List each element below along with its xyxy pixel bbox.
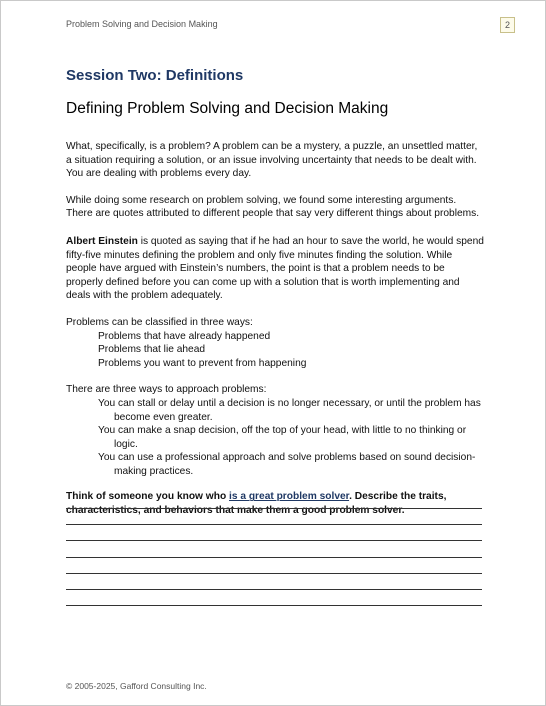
list-item: You can use a professional approach and solve problems based on sound decision-making practices. (98, 452, 476, 477)
answer-line[interactable] (66, 508, 482, 509)
paragraph-einstein (66, 235, 484, 303)
page-number-badge: 2 (500, 17, 515, 33)
einstein-name: Albert Einstein (66, 235, 138, 247)
list-item: You can make a snap decision, off the top of your head, with little to no thinking or logic. (98, 425, 467, 450)
prompt-highlight: is a great problem solver (229, 491, 350, 503)
answer-line[interactable] (66, 540, 482, 541)
running-header: Problem Solving and Decision Making (66, 19, 218, 29)
list-item: Problems you want to prevent from happening (98, 357, 307, 369)
list-item: You can stall or delay until a decision is no longer necessary, or until the problem has become even greater. (98, 397, 481, 423)
list-item: Problems that lie ahead (98, 344, 206, 356)
prompt-rest: . Describe the traits, characteristics, and behaviors that make them a good problem solver. (66, 491, 447, 517)
session-title: Session Two: Definitions (66, 67, 244, 84)
section-heading: Defining Problem Solving and Decision Making (66, 100, 389, 117)
answer-line[interactable] (66, 605, 482, 606)
paragraph-research: While doing some research on problem solving, we found some interesting arguments. There are quotes attributed to different people that say very different things about problems. (66, 194, 480, 220)
classification-list (66, 330, 484, 371)
einstein-text: is quoted as saying that if he had an hour to save the world, he would spend fifty-five minutes defining the problem and only five minutes finding the solution. While people have argued with Einstein’s numbers, the point is that a problem needs to be properly defined before you can come up with a solution that is worth implementing and deals with the problem adequately. (66, 235, 484, 302)
answer-line[interactable] (66, 524, 482, 525)
prompt-lead: Think of someone you know who (66, 491, 230, 503)
classification-intro: Problems can be classified in three ways: (66, 316, 253, 328)
footer-copyright: © 2005-2025, Gafford Consulting Inc. (66, 681, 207, 691)
approaches-list (66, 397, 484, 479)
answer-line[interactable] (66, 557, 482, 558)
page-content (66, 67, 484, 518)
answer-lines[interactable] (66, 508, 482, 621)
answer-line[interactable] (66, 573, 482, 574)
answer-line[interactable] (66, 589, 482, 590)
list-item: Problems that have already happened (98, 330, 271, 342)
approaches-intro: There are three ways to approach problems: (66, 384, 267, 396)
paragraph-definition: What, specifically, is a problem? A problem can be a mystery, a puzzle, an unsettled matter, a situation requiring a solution, or an issue involving uncertainty that needs to be dealt with. You are dealing with problems every day. (66, 141, 478, 180)
